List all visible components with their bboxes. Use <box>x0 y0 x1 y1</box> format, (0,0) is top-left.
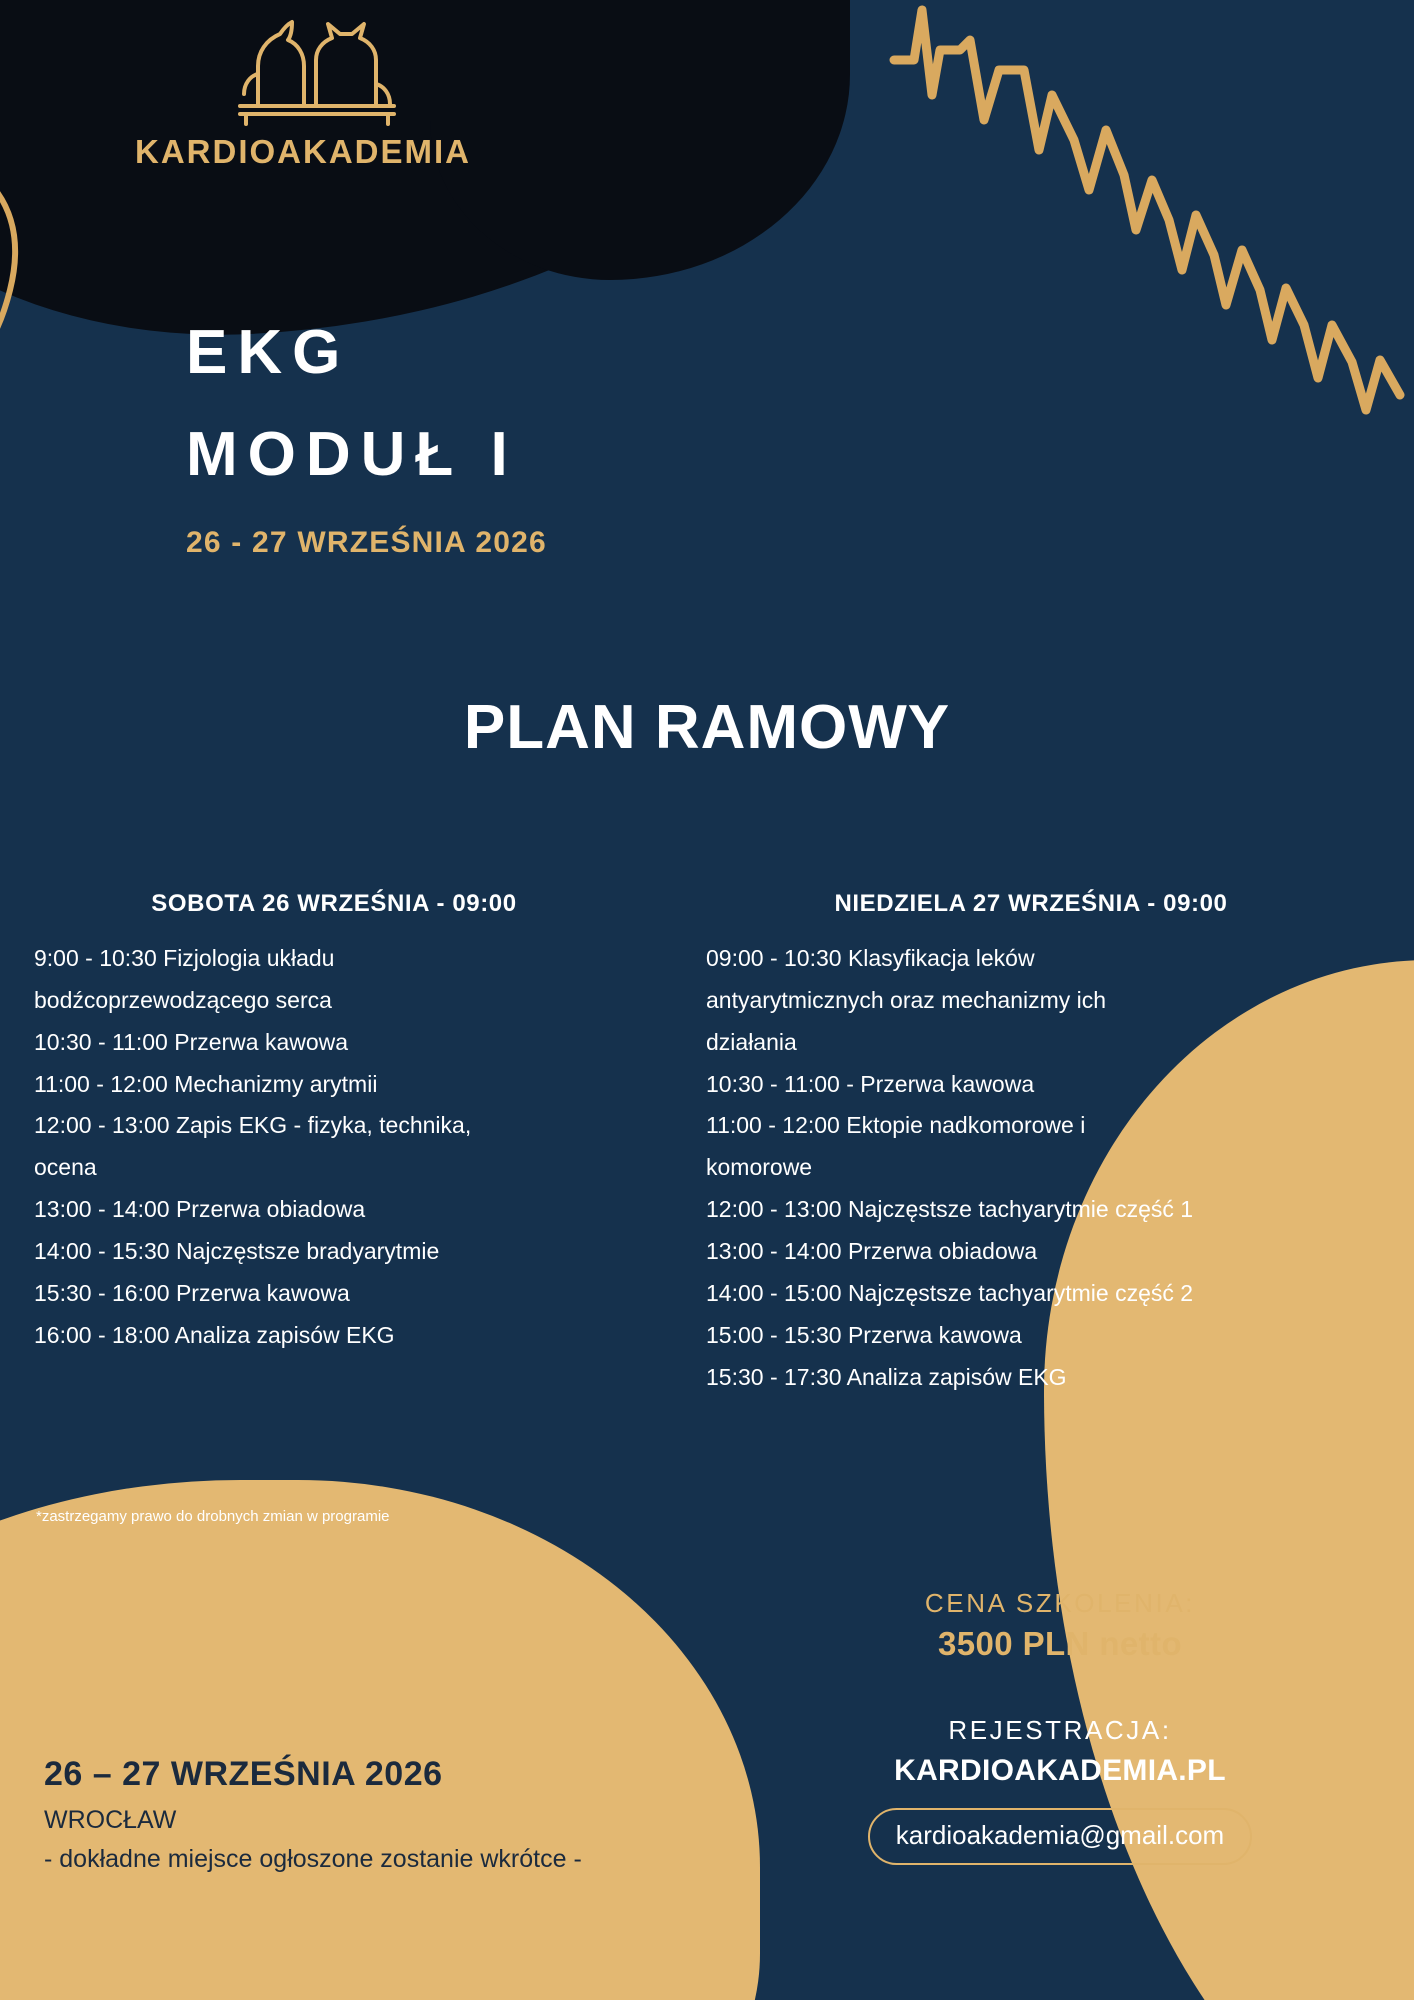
list-item: bodźcoprzewodzącego serca <box>34 986 332 1013</box>
email-link[interactable]: kardioakademia@gmail.com <box>868 1808 1252 1865</box>
list-item: 15:30 - 17:30 Analiza zapisów EKG <box>706 1363 1067 1390</box>
list-item: ocena <box>34 1154 97 1181</box>
registration-label: REJESTRACJA: <box>948 1715 1172 1745</box>
list-item: 11:00 - 12:00 Mechanizmy arytmii <box>34 1070 378 1097</box>
list-item: działania <box>706 1028 797 1055</box>
schedule-heading-saturday: SOBOTA 26 WRZEŚNIA - 09:00 <box>151 890 517 917</box>
dog-and-cat-icon <box>188 14 418 129</box>
schedule-footnote: *zastrzegamy prawo do drobnych zmian w programie <box>36 1508 390 1525</box>
list-item: 13:00 - 14:00 Przerwa obiadowa <box>706 1238 1038 1265</box>
schedule-column-sunday <box>706 890 1396 1398</box>
schedule-list-sunday <box>706 938 1396 1398</box>
list-item: 10:30 - 11:00 - Przerwa kawowa <box>706 1070 1035 1097</box>
pricing-block <box>760 1588 1360 1865</box>
venue-block <box>44 1755 582 1874</box>
venue-note: - dokładne miejsce ogłoszone zostanie wkrótce - <box>44 1845 582 1873</box>
list-item: 15:00 - 15:30 Przerwa kawowa <box>706 1321 1022 1348</box>
list-item: 14:00 - 15:30 Najczęstsze bradyarytmie <box>34 1238 440 1265</box>
title-dates: 26 - 27 WRZEŚNIA 2026 <box>186 526 547 559</box>
list-item: 15:30 - 16:00 Przerwa kawowa <box>34 1279 350 1306</box>
list-item: 16:00 - 18:00 Analiza zapisów EKG <box>34 1321 395 1348</box>
price-value: 3500 PLN netto <box>938 1625 1182 1662</box>
list-item: 12:00 - 13:00 Najczęstsze tachyarytmie część 1 <box>706 1196 1194 1223</box>
schedule-list-saturday <box>34 938 674 1357</box>
list-item: 09:00 - 10:30 Klasyfikacja leków <box>706 945 1035 971</box>
list-item: 11:00 - 12:00 Ektopie nadkomorowe i <box>706 1112 1086 1139</box>
logo <box>108 14 498 171</box>
list-item: antyarytmicznych oraz mechanizmy ich <box>706 986 1107 1013</box>
list-item: 13:00 - 14:00 Przerwa obiadowa <box>34 1196 366 1223</box>
schedule-heading-sunday: NIEDZIELA 27 WRZEŚNIA - 09:00 <box>834 890 1228 917</box>
title-modul: MODUŁ I <box>186 420 518 489</box>
venue-city: WROCŁAW <box>44 1806 177 1834</box>
list-item: 14:00 - 15:00 Najczęstsze tachyarytmie część 2 <box>706 1279 1194 1306</box>
logo-text: KARDIOAKADEMIA <box>135 133 471 170</box>
page-title: PLAN RAMOWY <box>463 693 951 762</box>
schedule-column-saturday <box>34 890 674 1357</box>
gold-blob-bottom-left <box>0 1480 760 2000</box>
registration-site-link[interactable]: KARDIOAKADEMIA.PL <box>894 1754 1226 1787</box>
title-ekg: EKG <box>186 318 351 387</box>
venue-date: 26 – 27 WRZEŚNIA 2026 <box>44 1755 443 1793</box>
list-item: 12:00 - 13:00 Zapis EKG - fizyka, technika, <box>34 1112 472 1139</box>
list-item: 10:30 - 11:00 Przerwa kawowa <box>34 1028 349 1055</box>
list-item: komorowe <box>706 1154 813 1181</box>
price-label: CENA SZKOLENIA: <box>924 1588 1196 1618</box>
list-item: 9:00 - 10:30 Fizjologia układu <box>34 945 335 971</box>
ecg-line-icon <box>874 0 1414 520</box>
